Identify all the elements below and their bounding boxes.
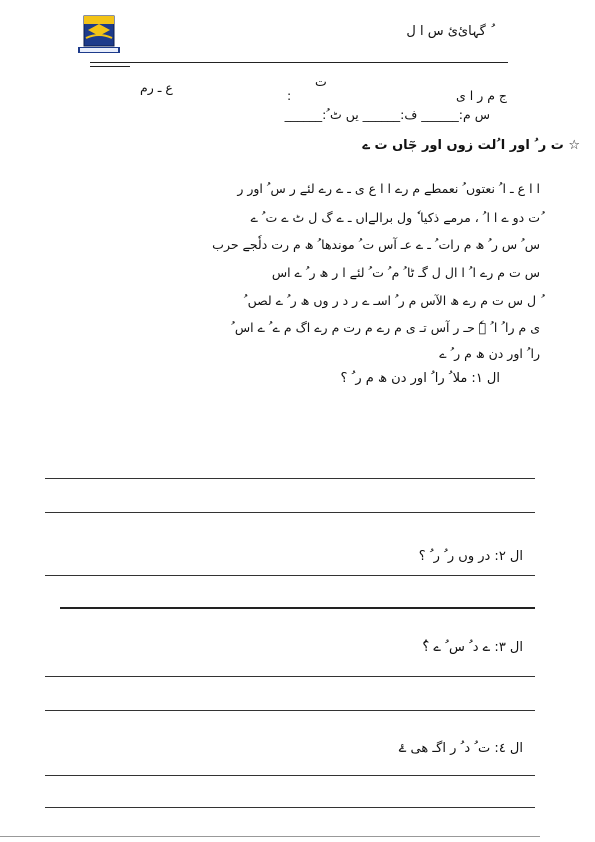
paragraph-line: ی م را ُ ا ُ ےٗ حـ ر آس تـ ی م رے م رت م رے اگ م ے ُ ے اس ُ	[231, 320, 540, 335]
meta-mark: ت	[315, 74, 327, 89]
answer-line[interactable]	[45, 478, 535, 479]
question-3: ال ٣: ے د ُ س ُ ے ؟ُ	[422, 640, 523, 655]
answer-line[interactable]	[45, 575, 535, 576]
paragraph-line: را ُ اور دن ھ م ر ُ ے	[439, 346, 540, 361]
answer-line[interactable]	[45, 775, 535, 776]
meta-line-2: س م:______ ف:______ یں ٹ ُ:______	[284, 107, 490, 122]
paragraph-line: س ت م رے ا ُ ا ال ل گـ ٹا ُ م ُ ت ُ لئے ا ر ھ ر ُ ے اس	[271, 265, 540, 280]
question-1: ال ١: ملا ُ را ُ اور دن ھ م ر ُ ؟	[340, 371, 500, 386]
section-heading	[70, 138, 580, 153]
meta-value: ع ـ رم	[140, 80, 173, 95]
header-divider	[90, 62, 508, 63]
meta-line-1-right	[140, 80, 173, 95]
meta-line-1-left	[456, 88, 507, 103]
school-crest-logo	[74, 12, 124, 58]
answer-line[interactable]	[45, 710, 535, 711]
answer-line[interactable]	[45, 676, 535, 677]
paragraph-line: ا ا ع ـ ا ُ نعتوں ُ نعمطے م رے ا ا ع ی ـ ے رے لئے ر س ُ اور ر	[237, 181, 540, 196]
header-divider-short	[90, 66, 130, 67]
question-2: ال ٢: در وں ر ُ ر ُ ؟	[418, 549, 523, 564]
paragraph-line: س ُ س ر ُ ھ م رات ُ ـ ے عـ آس ت ُ موندھا ُ ھ م رت دلٗجے حرب	[212, 237, 540, 252]
page-title: ُ گہائ‌یٔ س ا ل	[406, 24, 490, 39]
meta-colon: :	[287, 88, 292, 103]
answer-line[interactable]	[60, 607, 535, 609]
paragraph-line: ُت دو ے ا ا ُ ، مرمے ذکیا ٗ ول برالےاں ـ ے گ ل ٹ ے ت ُ ے	[250, 210, 540, 225]
section-heading-text: ت ر ُ اور ا ُلت زوں اور جٓاں ت ے	[362, 138, 564, 153]
footer-divider	[0, 836, 540, 837]
question-4: ال ٤: ت ُ د ُ ر اگـ ھی ۓ	[398, 741, 523, 756]
meta-label: ج م ر ا ی	[456, 88, 507, 103]
answer-line[interactable]	[45, 512, 535, 513]
star-icon: ☆	[568, 138, 580, 153]
paragraph-line: ُ ل س ت م رے ھ الآس م ر ُ اسـ ے ر د ر وں ھ ر ُ ے لصں ُ	[243, 293, 540, 308]
answer-line[interactable]	[45, 807, 535, 808]
